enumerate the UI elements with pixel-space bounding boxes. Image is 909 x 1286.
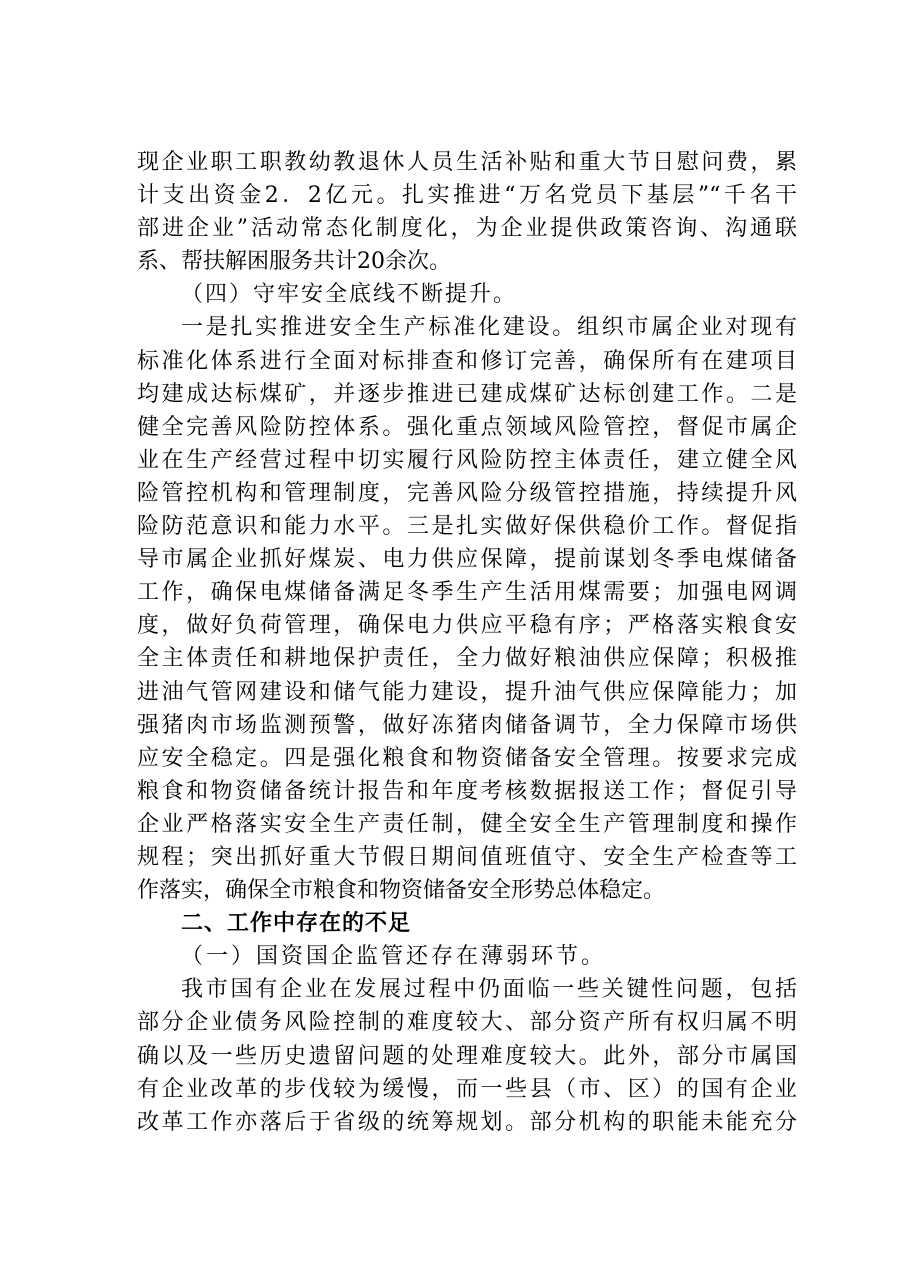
- paragraph-line: 现企业职工职教幼教退休人员生活补贴和重大节日慰问费，累: [137, 150, 797, 175]
- paragraph-line: 有企业改革的步伐较为缓慢，而一些县（市、区）的国有企业: [137, 1076, 797, 1102]
- paragraph-line: 我市国有企业在发展过程中仍面临一些关键性问题，包括: [181, 977, 797, 1003]
- paragraph-line: 险防范意识和能力水平。三是扎实做好保供稳价工作。督促指: [137, 514, 797, 540]
- paragraph-line: 健全完善风险防控体系。强化重点领域风险管控，督促市属企: [137, 414, 797, 440]
- paragraph-line: 进油气管网建设和储气能力建设，提升油气供应保障能力；加: [137, 679, 797, 705]
- paragraph-line: 导市属企业抓好煤炭、电力供应保障，提前谋划冬季电煤储备: [137, 547, 797, 573]
- section-heading: 二、工作中存在的不足: [181, 911, 412, 937]
- paragraph-line: 强猪肉市场监测预警，做好冻猪肉储备调节，全力保障市场供: [137, 712, 797, 738]
- paragraph-line: 标准化体系进行全面对标排查和修订完善，确保所有在建项目: [137, 348, 797, 374]
- paragraph-line: 应安全稳定。四是强化粮食和物资储备安全管理。按要求完成: [137, 745, 797, 771]
- paragraph-line: 工作，确保电煤储备满足冬季生产生活用煤需要；加强电网调: [137, 580, 797, 606]
- paragraph-line: 险管控机构和管理制度，完善风险分级管控措施，持续提升风: [137, 480, 797, 506]
- paragraph-line: 业在生产经营过程中切实履行风险防控主体责任，建立健全风: [137, 447, 797, 473]
- paragraph-line: 规程；突出抓好重大节假日期间值班值守、安全生产检查等工: [137, 844, 797, 870]
- paragraph-line: 部分企业债务风险控制的难度较大、部分资产所有权归属不明: [137, 1010, 797, 1036]
- paragraph-line: 作落实，确保全市粮食和物资储备安全形势总体稳定。: [137, 878, 666, 904]
- paragraph-line: 粮食和物资储备统计报告和年度考核数据报送工作；督促引导: [137, 778, 797, 804]
- paragraph-line: 度，做好负荷管理，确保电力供应平稳有序；严格落实粮食安: [137, 613, 797, 639]
- paragraph-line: 企业严格落实安全生产责任制，健全安全生产管理制度和操作: [137, 811, 797, 837]
- paragraph-line: 一是扎实推进安全生产标准化建设。组织市属企业对现有: [181, 315, 797, 341]
- section-subheading: （一）国资国企监管还存在薄弱环节。: [181, 944, 607, 970]
- paragraph-line: 全主体责任和耕地保护责任，全力做好粮油供应保障；积极推: [137, 646, 797, 672]
- paragraph-line: 均建成达标煤矿，并逐步推进已建成煤矿达标创建工作。二是: [137, 381, 797, 407]
- paragraph-line: 改革工作亦落后于省级的统筹规划。部分机构的职能未能充分: [137, 1109, 797, 1135]
- paragraph-line: 确以及一些历史遗留问题的处理难度较大。此外，部分市属国: [137, 1043, 797, 1069]
- paragraph-line: 系、帮扶解困服务共计20余次。: [137, 249, 451, 275]
- document-page: [137, 146, 797, 1139]
- paragraph-line: 部进企业”活动常态化制度化，为企业提供政策咨询、沟通联: [137, 216, 797, 242]
- paragraph-line: 计支出资金2．2亿元。扎实推进“万名党员下基层”“千名干: [137, 183, 797, 209]
- section-subheading: （四）守牢安全底线不断提升。: [181, 282, 518, 308]
